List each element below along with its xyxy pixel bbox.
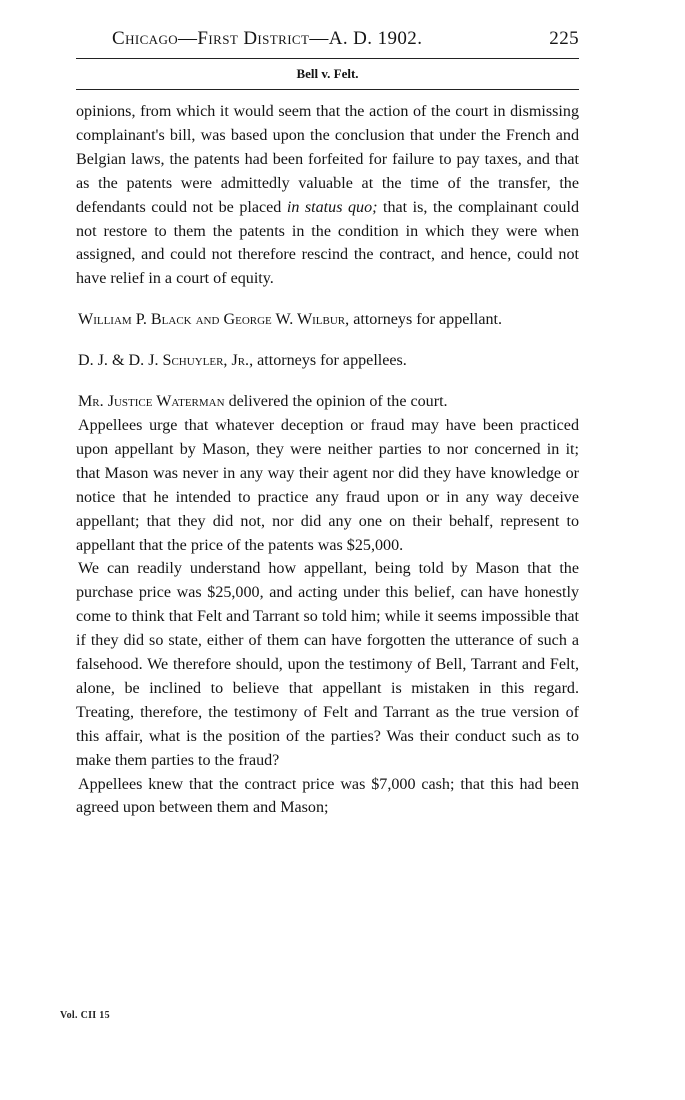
- paragraph-continuation: [76, 100, 579, 291]
- page-number: 225: [549, 28, 579, 49]
- header-rule-bottom: [76, 89, 579, 90]
- paragraph-text: that is, the complainant could not restore to them the patents in the condition in which they were when assigned, and could not therefore rescind the contract, and hence, could not have relief in a court of equity.: [76, 198, 579, 288]
- counsel-names: Schuyler, Jr.,: [162, 352, 254, 370]
- case-name: Bell v. Felt.: [296, 66, 359, 81]
- paragraph-appellees-knew: Appellees knew that the contract price was $7,000 cash; that this had been agreed upon between them and Mason;: [76, 775, 579, 817]
- paragraph-text: opinions, from which it would seem that the action of the court in dismissing complainant's bill, was based upon the conclusion that under the French and Belgian laws, the patents had been forfeited for failure to pay taxes, and that as the patents were admittedly valuable at the time of the transfer, the defendants could not be placed: [76, 103, 579, 216]
- running-title: Chicago—First District—A. D. 1902.: [112, 28, 423, 49]
- running-head: [76, 28, 579, 58]
- paragraph-we-can: We can readily understand how appellant, being told by Mason that the purchase price was $25,000, and acting under this belief, can have honestly come to think that Felt and Tarrant so told him; while it seems impossible that if they did so state, either of them can have forgotten the utterance of such a falsehood. We therefore should, upon the testimony of Bell, Tarrant and Felt, alone, be inclined to believe that appellant is mistaken in this regard. Treating, therefore, the testimony of Felt and Tarrant as the true version of this affair, what is the position of the parties? Was their conduct such as to make them parties to the fraud?: [76, 560, 579, 769]
- body-text: [76, 100, 579, 820]
- counsel-appellee: [76, 349, 579, 373]
- counsel-role: attorneys for appellees.: [253, 352, 407, 370]
- counsel-appellant: [76, 308, 579, 332]
- justice-name: Mr. Justice Waterman: [78, 393, 225, 411]
- counsel-role: attorneys for appellant.: [349, 311, 503, 329]
- counsel-names: William P. Black and George W. Wilbur,: [78, 311, 350, 329]
- paragraph-appellees-urge: Appellees urge that whatever deception or fraud may have been practiced upon appellant by Mason, they were neither parties to nor concerned in it; that Mason was never in any way their agent nor did they have knowledge or notice that he intended to practice any fraud upon or in any way deceive appellant; that they did not, nor did any one on their behalf, represent to appellant that the price of the patents was $25,000.: [76, 416, 579, 554]
- document-page: [76, 28, 579, 820]
- italic-phrase: in status quo;: [286, 198, 378, 216]
- counsel-prefix: D. J. & D. J.: [78, 352, 163, 370]
- opinion-intro-text: delivered the opinion of the court.: [224, 393, 448, 411]
- signature-mark: Vol. CII 15: [60, 1010, 110, 1021]
- opinion-intro: [76, 390, 579, 414]
